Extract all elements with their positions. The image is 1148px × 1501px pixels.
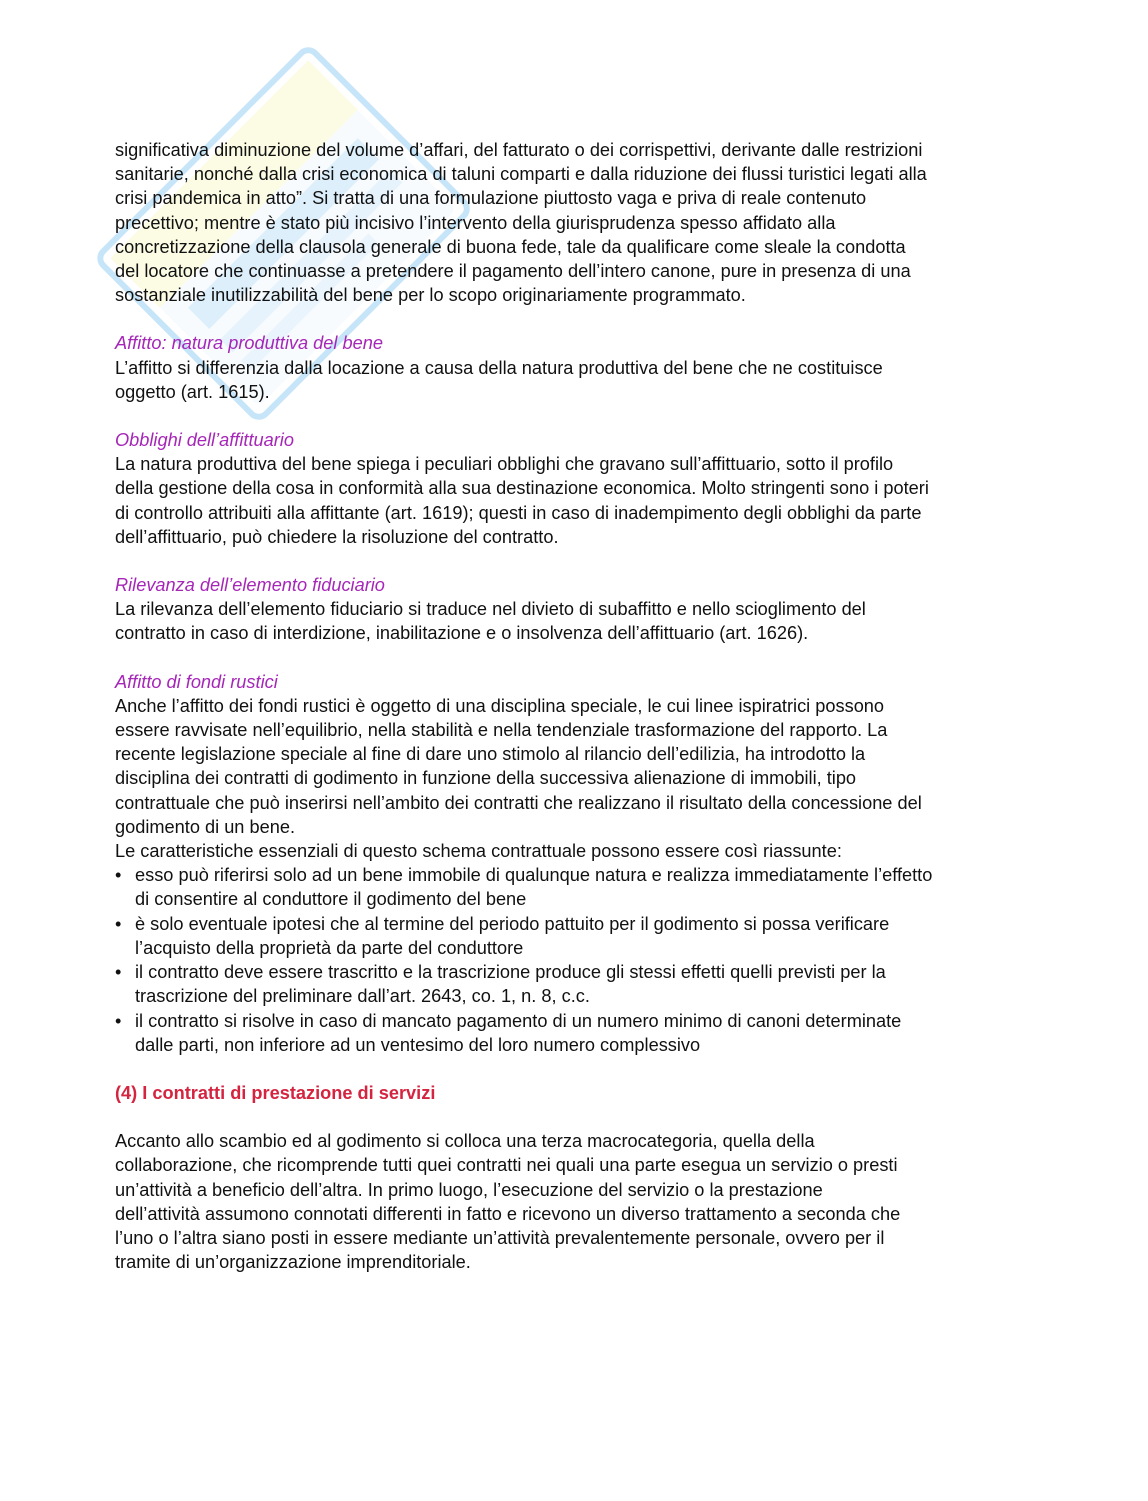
document-page xyxy=(115,138,1045,1274)
text-line: significativa diminuzione del volume d’affari, del fatturato o dei corrispettivi, derivante dalle restrizioni xyxy=(115,140,923,160)
text-line: un’attività a beneficio dell’altra. In primo luogo, l’esecuzione del servizio o la prestazione xyxy=(115,1179,823,1200)
text-line: esso può riferirsi solo ad un bene immobile di qualunque natura e realizza immediatamente l’effetto xyxy=(135,865,933,886)
text-line: della gestione della cosa in conformità alla sua destinazione economica. Molto stringenti sono i poteri xyxy=(115,478,929,499)
text-line: dalle parti, non inferiore ad un ventesimo del loro numero complessivo xyxy=(135,1034,701,1055)
text-line: trascrizione del preliminare dall’art. 2643, co. 1, n. 8, c.c. xyxy=(135,986,590,1007)
text-line: concretizzazione della clausola generale di buona fede, tale da qualificare come sleale la condotta xyxy=(115,236,906,257)
text-line: contrattuale che può inserirsi nell’ambito dei contratti che realizzano il risultato della concessione del xyxy=(115,792,922,813)
text-line: Le caratteristiche essenziali di questo schema contrattuale possono essere così riassunte: xyxy=(115,841,842,862)
text-line: Anche l’affitto dei fondi rustici è oggetto di una disciplina speciale, le cui linee ispiratrici possono xyxy=(115,695,885,716)
text-line: di controllo attribuiti alla affittante (art. 1619); questi in caso di inadempimento degli obblighi da parte xyxy=(115,502,922,523)
text-line: di consentire al conduttore il godimento del bene xyxy=(135,889,527,910)
section-heading: Affitto di fondi rustici xyxy=(115,671,278,692)
text-line: l’acquisto della proprietà da parte del conduttore xyxy=(135,937,524,958)
text-line: è solo eventuale ipotesi che al termine del periodo pattuito per il godimento si possa verificare xyxy=(135,913,890,934)
bullet-icon: • xyxy=(115,962,122,983)
text-line: tramite di un’organizzazione imprenditoriale. xyxy=(115,1252,471,1273)
section-fiduciario xyxy=(115,573,1045,646)
list-item xyxy=(115,960,1045,1008)
text-line: il contratto deve essere trascritto e la trascrizione produce gli stessi effetti quelli previsti per la xyxy=(135,962,886,983)
text-line: dell’attività assumono connotati differenti in fatto e ricevono un diverso trattamento a seconda che xyxy=(115,1203,901,1224)
text-line: l’uno o l’altra siano posti in essere mediante un’attività prevalentemente personale, ovvero per il xyxy=(115,1227,885,1248)
text-line: precettivo; mentre è stato più incisivo l’intervento della giurisprudenza spesso affidato alla xyxy=(115,212,836,233)
text-line: oggetto (art. 1615). xyxy=(115,381,270,402)
list-item xyxy=(115,912,1045,960)
text-line: del locatore che continuasse a pretendere il pagamento dell’intero canone, pure in presenza di una xyxy=(115,261,911,282)
text-line: sostanziale inutilizzabilità del bene per lo scopo originariamente programmato. xyxy=(115,285,746,306)
intro-paragraph xyxy=(115,138,1045,307)
bullet-icon: • xyxy=(115,865,122,886)
section-obblighi xyxy=(115,428,1045,549)
text-line: recente legislazione speciale al fine di dare uno stimolo al rilancio dell’edilizia, ha introdotto la xyxy=(115,744,866,765)
section-affitto-natura xyxy=(115,331,1045,404)
section-heading: Rilevanza dell’elemento fiduciario xyxy=(115,575,385,596)
text-line: L’affitto si differenzia dalla locazione a causa della natura produttiva del bene che ne costituisce xyxy=(115,357,883,378)
section-heading: Affitto: natura produttiva del bene xyxy=(115,333,383,354)
text-line: il contratto si risolve in caso di mancato pagamento di un numero minimo di canoni determinate xyxy=(135,1010,902,1031)
text-line: contratto in caso di interdizione, inabilitazione e o insolvenza dell’affittuario (art. 1626). xyxy=(115,623,809,644)
text-line: Accanto allo scambio ed al godimento si colloca una terza macrocategoria, quella della xyxy=(115,1131,815,1152)
text-line: essere ravvisate nell’equilibrio, nella stabilità e nella tendenziale trasformazione del rapporto. La xyxy=(115,720,888,741)
text-line: La natura produttiva del bene spiega i peculiari obblighi che gravano sull’affittuario, sotto il profilo xyxy=(115,454,894,475)
text-line: collaborazione, che ricomprende tutti quei contratti nei quali una parte esegua un servizio o presti xyxy=(115,1155,898,1176)
chapter-title: (4) I contratti di prestazione di servizi xyxy=(115,1082,436,1103)
section-fondi-rustici xyxy=(115,670,1045,1057)
bullet-list xyxy=(115,863,1045,1057)
list-item xyxy=(115,1009,1045,1057)
text-line: godimento di un bene. xyxy=(115,816,295,837)
list-item xyxy=(115,863,1045,911)
bullet-icon: • xyxy=(115,913,122,934)
text-line: La rilevanza dell’elemento fiduciario si traduce nel divieto di subaffitto e nello scioglimento del xyxy=(115,599,866,620)
text-line: sanitarie, nonché dalla crisi economica di taluni comparti e dalla riduzione dei flussi turistici legati alla xyxy=(115,164,927,185)
text-line: crisi pandemica in atto”. Si tratta di una formulazione piuttosto vaga e priva di reale contenuto xyxy=(115,188,867,209)
text-line: disciplina dei contratti di godimento in funzione della successiva alienazione di immobili, tipo xyxy=(115,768,857,789)
bullet-icon: • xyxy=(115,1010,122,1031)
chapter-paragraph xyxy=(115,1129,1045,1274)
text-line: dell’affittuario, può chiedere la risoluzione del contratto. xyxy=(115,526,559,547)
section-heading: Obblighi dell’affittuario xyxy=(115,430,294,451)
